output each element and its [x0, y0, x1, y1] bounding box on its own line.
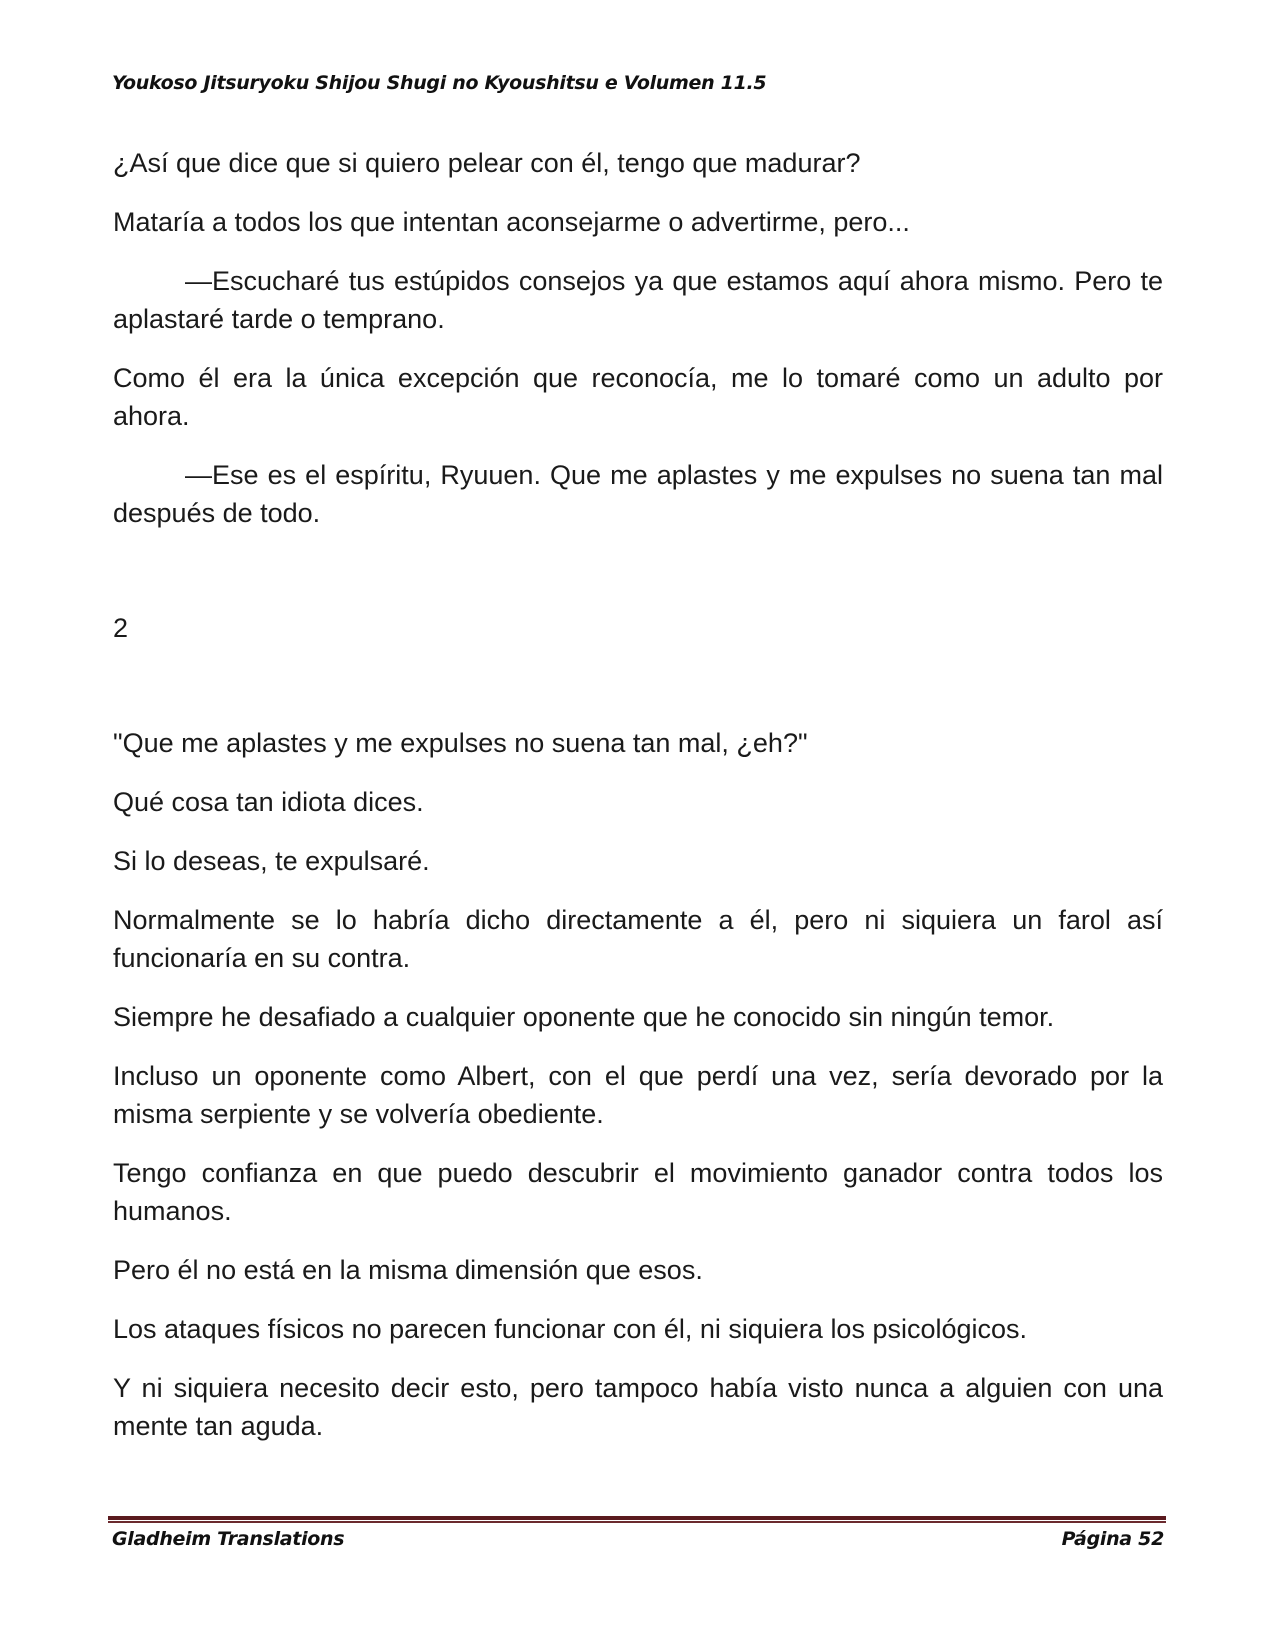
- paragraph: Y ni siquiera necesito decir esto, pero tampoco había visto nunca a alguien con una mente tan aguda.: [113, 1373, 1163, 1441]
- paragraph: Si lo deseas, te expulsaré.: [113, 846, 430, 876]
- dialogue-paragraph: —Escucharé tus estúpidos consejos ya que estamos aquí ahora mismo. Pero te aplastaré tarde o temprano.: [113, 266, 1163, 334]
- footer-divider: [108, 1516, 1166, 1523]
- paragraph: "Que me aplastes y me expulses no suena tan mal, ¿eh?": [113, 728, 808, 758]
- paragraph: Incluso un oponente como Albert, con el que perdí una vez, sería devorado por la misma serpiente y se volvería obediente.: [113, 1061, 1163, 1129]
- paragraph: Como él era la única excepción que reconocía, me lo tomaré como un adulto por ahora.: [113, 363, 1163, 431]
- paragraph: Mataría a todos los que intentan aconsejarme o advertirme, pero...: [113, 207, 910, 237]
- footer-publisher: Gladheim Translations: [112, 1528, 345, 1550]
- paragraph: Pero él no está en la misma dimensión que esos.: [113, 1255, 703, 1285]
- paragraph: Normalmente se lo habría dicho directamente a él, pero ni siquiera un farol así funcionaría en su contra.: [113, 905, 1163, 973]
- paragraph: Los ataques físicos no parecen funcionar con él, ni siquiera los psicológicos.: [113, 1314, 1028, 1344]
- paragraph: Qué cosa tan idiota dices.: [113, 787, 424, 817]
- page-header-title: Youkoso Jitsuryoku Shijou Shugi no Kyoushitsu e Volumen 11.5: [112, 72, 767, 94]
- dialogue-paragraph: —Ese es el espíritu, Ryuuen. Que me aplastes y me expulses no suena tan mal después de todo.: [113, 460, 1163, 528]
- paragraph: Siempre he desafiado a cualquier oponente que he conocido sin ningún temor.: [113, 1002, 1055, 1032]
- page-body: [113, 144, 1163, 1466]
- footer-page-number: Página 52: [1061, 1528, 1164, 1550]
- paragraph: Tengo confianza en que puedo descubrir el movimiento ganador contra todos los humanos.: [113, 1158, 1163, 1226]
- paragraph: ¿Así que dice que si quiero pelear con él, tengo que madurar?: [113, 148, 861, 178]
- section-number: 2: [113, 613, 129, 643]
